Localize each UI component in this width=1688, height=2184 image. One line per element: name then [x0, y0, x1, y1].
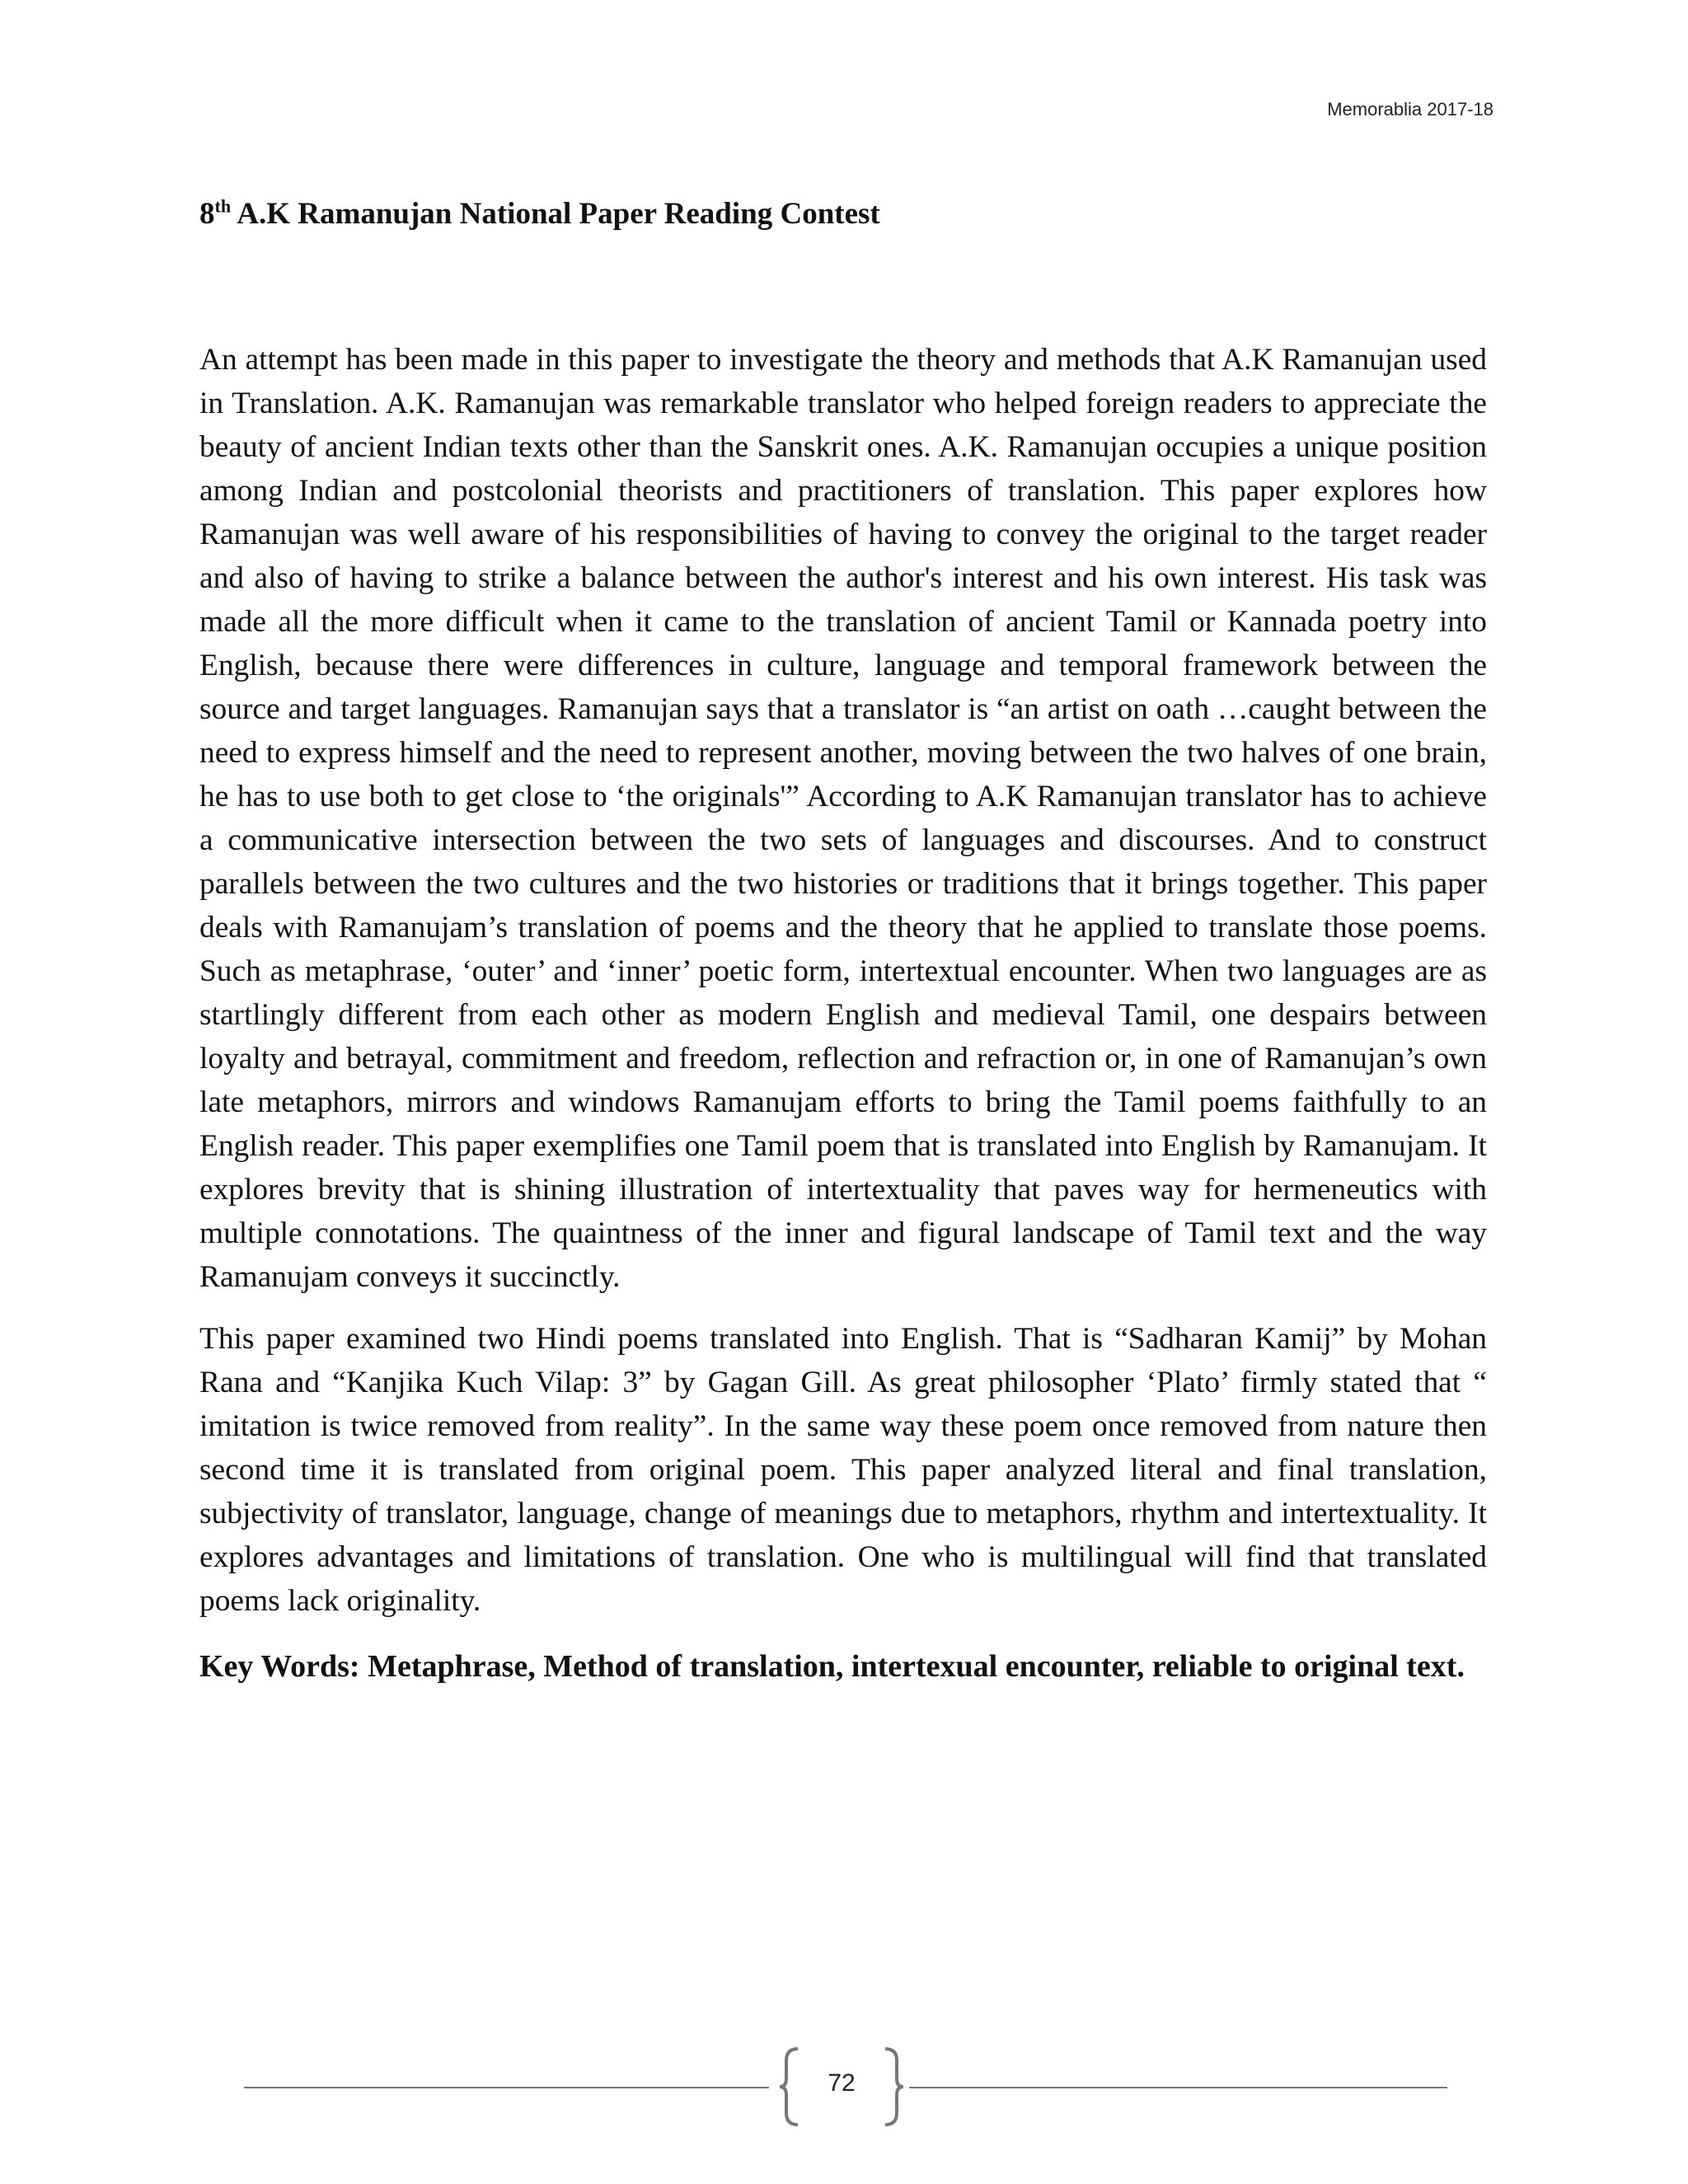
abstract-paragraph-1: An attempt has been made in this paper to investigate the theory and methods that A.K Ramanujan used in Translation. A.K. Ramanujan was remarkable translator who helped foreign readers to appreciate the beauty of ancient Indian texts other than the Sanskrit ones. A.K. Ramanujan occupies a unique position among Indian and postcolonial theorists and practitioners of translation. This paper explores how Ramanujan was well aware of his responsibilities of having to convey the original to the target reader and also of having to strike a balance between the author's interest and his own interest. His task was made all the more difficult when it came to the translation of ancient Tamil or Kannada poetry into English, because there were differences in culture, language and temporal framework between the source and target languages. Ramanujan says that a translator is “an artist on oath …caught between the need to express himself and the need to represent another, moving between the two halves of one brain, he has to use both to get close to ‘the originals'” According to A.K Ramanujan translator has to achieve a communicative intersection between the two sets of languages and discourses. And to construct parallels between the two cultures and the two histories or traditions that it brings together. This paper deals with Ramanujam’s translation of poems and the theory that he applied to translate those poems. Such as metaphrase, ‘outer’ and ‘inner’ poetic form, intertextual encounter. When two languages are as startlingly different from each other as modern English and medieval Tamil, one despairs between loyalty and betrayal, commitment and freedom, reflection and refraction or, in one of Ramanujan’s own late metaphors, mirrors and windows Ramanujam efforts to bring the Tamil poems faithfully to an English reader. This paper exemplifies one Tamil poem that is translated into English by Ramanujam. It explores brevity that is shining illustration of intertextuality that paves way for hermeneutics with multiple connotations. The quaintness of the inner and figural landscape of Tamil text and the way Ramanujam conveys it succinctly. — [199, 343, 1487, 1294]
footer-rule-left — [244, 2087, 769, 2088]
abstract-paragraph-2: This paper examined two Hindi poems translated into English. That is “Sadharan Kamij” by Mohan Rana and “Kanjika Kuch Vilap: 3” by Gagan Gill. As great philosopher ‘Plato’ firmly stated that “ imitation is twice removed from reality”. In the same way these poem once removed from nature then second time it is translated from original poem. This paper analyzed literal and final translation, subjectivity of translator, language, change of meanings due to metaphors, rhythm and intertextuality. It explores advantages and limitations of translation. One who is multilingual will find that translated poems lack originality. — [199, 1322, 1487, 1618]
page-number: 72 — [828, 2069, 856, 2097]
footer-bracket-left — [775, 2046, 803, 2128]
title-ordinal-suffix: th — [214, 195, 232, 217]
title-ordinal: 8 — [199, 197, 215, 231]
title-text: A.K Ramanujan National Paper Reading Contest — [237, 197, 880, 231]
footer-bracket-right — [880, 2046, 908, 2128]
page-title — [199, 196, 880, 232]
footer-rule-right — [909, 2087, 1447, 2088]
keywords: Key Words: Metaphrase, Method of translation, intertexual encounter, reliable to original text. — [199, 1649, 1465, 1684]
running-header: Memorablia 2017-18 — [1327, 99, 1493, 120]
abstract-body — [199, 338, 1487, 1690]
